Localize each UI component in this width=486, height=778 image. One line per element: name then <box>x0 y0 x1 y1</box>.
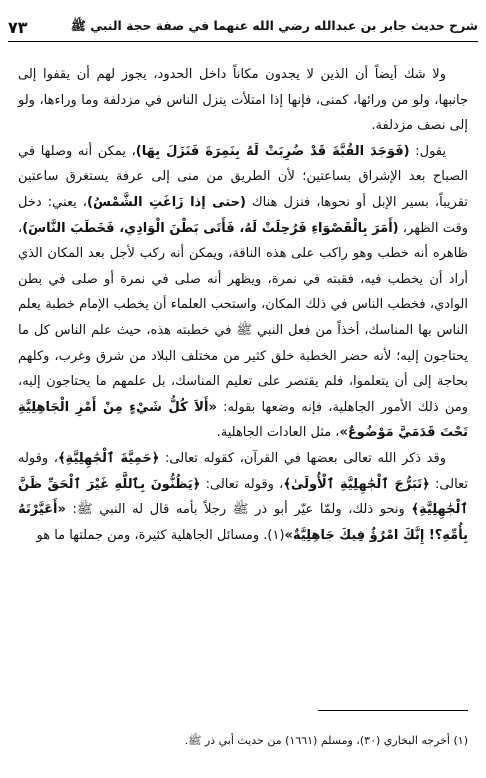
text-run: يقول: <box>409 143 447 159</box>
hadith-quote: «أَعَيَّرْتَهُ بِأُمِّهِ؟! إِنَّكَ امْرُؤٌ فِيكَ جَاهِلِيَّةٌ» <box>18 502 468 543</box>
page-number: ٧٣ <box>8 17 28 37</box>
text-run: ، يمكن أنه وصلها في الصباح بعد الإشراق بساعتين؛ لأن الطريق من منى إلى عرفة يستغرق ساعتين تقريباً، بسير الإبل أو نحوها، فنزل هناك <box>18 143 468 210</box>
page-header <box>8 14 478 40</box>
text-run: . ومسائل الجاهلية كثيرة، ومن جملتها ما هو <box>36 527 268 543</box>
paragraph-1: ولا شك أيضاً أن الذين لا يجدون مكاناً داخل الحدود، يجوز لهم أن يقفوا إلى جانبها، ولو من ورائها، كمنى، فإنها إذا امتلأت ينزل الناس في مزدلفة وما وراءها، ولو إلى نصف مزدلفة. <box>18 67 468 134</box>
main-text <box>18 62 468 548</box>
header-rule <box>8 41 478 42</box>
paragraph-3 <box>18 446 468 548</box>
footnote: (١) أخرجه البخاري (٣٠)، ومسلم (١٦٦١) من حديث أبي ذر ﷺ. <box>184 734 468 747</box>
hadith-quote: (أَمَرَ بِالْقَصْوَاءِ فَرُحِلَتْ لَهُ، فَأَتَى بَطْنَ الْوَادِي، فَخَطَبَ النَّاسَ) <box>22 220 399 236</box>
quran-quote: ﴿حَمِيَّةَ ٱلْجَٰهِلِيَّةِ﴾ <box>57 450 160 466</box>
text-run: ، وقوله تعالى: <box>18 450 468 492</box>
quran-quote: ﴿يَظُنُّونَ بِٱللَّهِ غَيْرَ ٱلْحَقِّ ظَنَّ ٱلْجَٰهِلِيَّةِ﴾ <box>18 476 468 518</box>
quran-quote: ﴿تَبَرُّجَ ٱلْجَٰهِلِيَّةِ ٱلْأُولَىٰ﴾ <box>283 476 430 492</box>
footnote-rule <box>318 710 468 711</box>
paragraph-2 <box>18 139 468 446</box>
footnote-marker[interactable]: (١) <box>267 527 285 543</box>
text-run: ، يعني: دخل وقت الظهر، <box>18 194 468 236</box>
hadith-quote: (حتى إذا زَاغَتِ الشَّمْسُ) <box>87 194 246 210</box>
running-title: شرح حديث جابر بن عبدالله رضي الله عنهما في صفة حجة النبي ﷺ <box>70 17 478 33</box>
hadith-quote: (فَوَجَدَ القُبَّةَ قَدْ ضُرِبَتْ لَهُ بِنَمِرَةَ فَنَزَلَ بِهَا) <box>135 143 410 159</box>
text-run: ، ظاهره أنه خطب وهو راكب على هذه الناقة، ويمكن أنه ركب لأجل بعد المكان الذي أراد أن يخطب فيه، فقبته في نمرة، ويظهر أنه صلى في نمرة أو صلى في بطن الوادي، فخطب الناس في ذلك المكان، واستحب العلماء أن يخطب الإمام خطبة يعلم الناس بها المناسك، أخذاً من فعل النبي ﷺ في خطبته هذه، حيث علم الناس كل ما يحتاجون إليه؛ لأنه حضر الخطبة خلق كثير من مختلف البلاد من شرق وغرب، وكلهم بحاجة إلى أن يتعلموا، فلم يقتصر على تعليم المناسك، بل علمهم ما يحتاجون إليه، ومن ذلك الأمور الجاهلية، فإنه وضعها بقوله: <box>18 220 468 415</box>
text-run: ، وقوله تعالى: <box>200 476 284 492</box>
hadith-quote: «أَلاَ كُلُّ شَيْءٍ مِنْ أَمْرِ الْجَاهِلِيَّةِ تَحْتَ قَدَمَيَّ مَوْضُوعٌ» <box>18 399 468 441</box>
text-run: وقد ذكر الله تعالى بعضها في القرآن، كقوله تعالى: <box>159 450 447 466</box>
text-run: ، مثل العادات الجاهلية. <box>216 425 340 441</box>
text-run: ونحو ذلك، ولمّا عيّر أبو ذر ﷺ رجلاً بأمه قال له النبي ﷺ: <box>65 502 412 518</box>
